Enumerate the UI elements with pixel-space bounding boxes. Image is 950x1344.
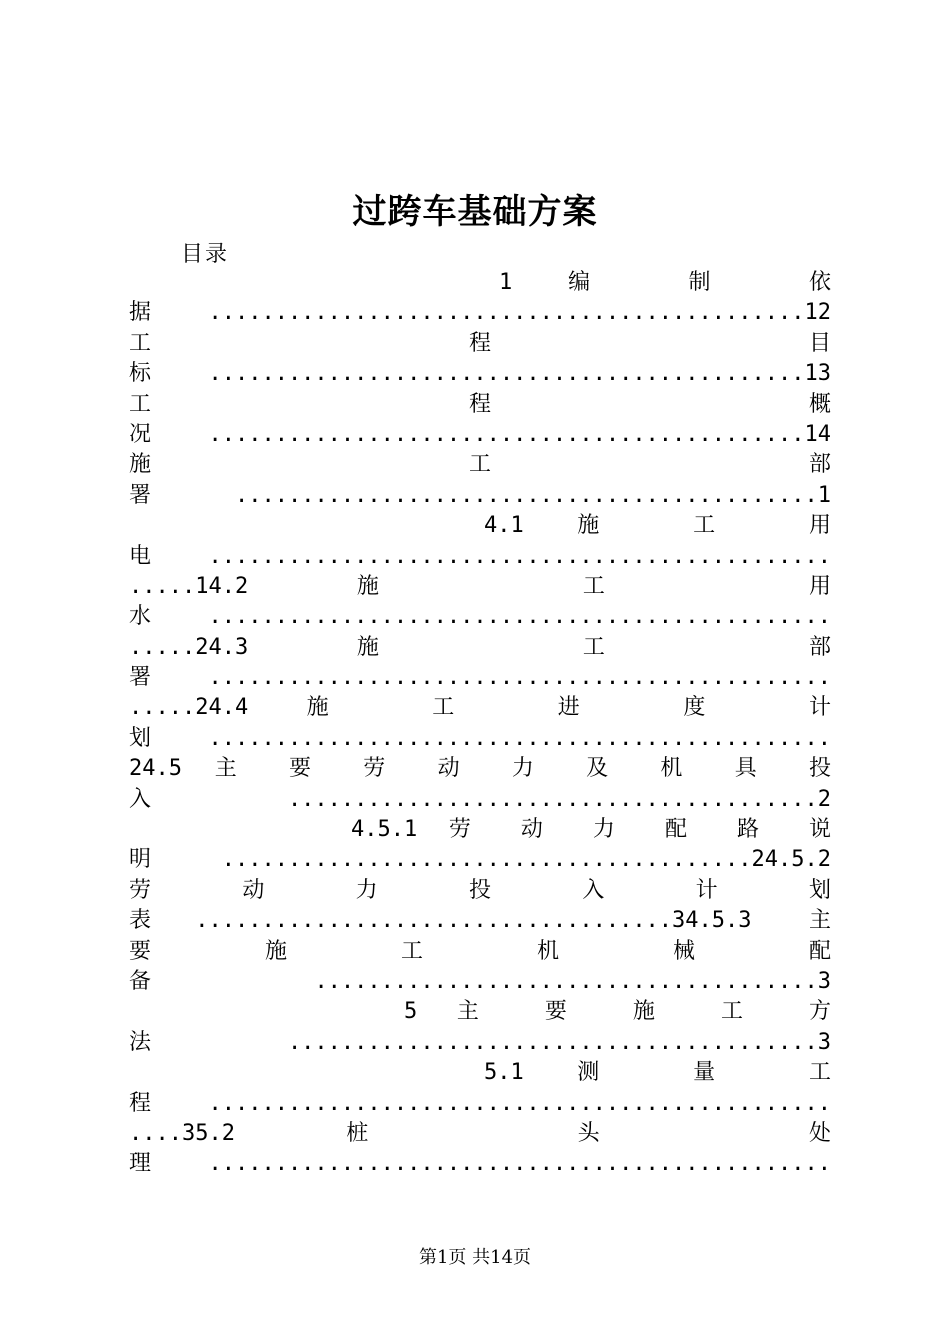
- toc-line: [129, 572, 831, 602]
- toc-line-text: 标.............................................13: [129, 361, 831, 387]
- toc-line: [129, 1028, 831, 1058]
- toc-line-text: 况.............................................14: [129, 421, 831, 447]
- toc-line: [129, 542, 831, 572]
- toc-line-text: 5 主 要 施 工 方: [404, 999, 831, 1025]
- toc-line-text: 1 编 制 依: [499, 270, 831, 295]
- toc-line-text: 程...............................................: [129, 1090, 831, 1116]
- toc-line-text: 工 程 目: [129, 330, 831, 356]
- toc-line: [129, 937, 831, 967]
- toc-line: [129, 602, 831, 632]
- toc-line-text: .....24.3 施 工 部: [129, 634, 831, 660]
- toc-line-text: 备......................................3: [129, 968, 831, 994]
- toc-line-text: 施 工 部: [129, 452, 831, 478]
- toc-line: [129, 785, 831, 815]
- toc-line-text: 表....................................34.5.3 主: [129, 908, 831, 934]
- toc-line: [129, 390, 831, 420]
- toc-line: [129, 1089, 831, 1119]
- toc-line: [129, 663, 831, 693]
- toc-line-text: 电...............................................: [129, 543, 831, 569]
- toc-line-text: 水...............................................: [129, 604, 831, 630]
- toc-line: [129, 967, 831, 997]
- toc-line-text: ....35.2 桩 头 处: [129, 1120, 831, 1146]
- toc-line-text: 要 施 工 机 械 配: [129, 938, 831, 964]
- toc-line-text: 4.1 施 工 用: [484, 513, 831, 539]
- toc-line: [129, 481, 831, 511]
- toc-line-text: .....14.2 施 工 用: [129, 573, 831, 599]
- toc-line: [129, 268, 831, 298]
- toc-line-text: 24.5 主 要 劳 动 力 及 机 具 投: [129, 756, 831, 782]
- toc-line-text: 理...............................................: [129, 1151, 831, 1177]
- toc-line-text: 署...............................................: [129, 665, 831, 691]
- toc-line-text: 5.1 测 量 工: [484, 1060, 831, 1086]
- toc-line: [129, 633, 831, 663]
- table-of-contents: [129, 268, 831, 1180]
- toc-line-text: 4.5.1 劳 动 力 配 路 说: [351, 817, 831, 843]
- toc-line-text: 法........................................3: [129, 1029, 831, 1055]
- toc-line: [129, 298, 831, 328]
- toc-line-text: 明 ........................................24.5.2: [129, 847, 831, 873]
- page-footer: 第1页 共14页: [418, 1247, 532, 1268]
- toc-heading: 目录: [181, 242, 230, 267]
- toc-line-text: .....24.4 施 工 进 度 计: [129, 695, 831, 721]
- toc-line-text: 工 程 概: [129, 391, 831, 417]
- toc-line-text: 划...............................................: [129, 725, 831, 751]
- toc-line: [129, 329, 831, 359]
- toc-line: [129, 693, 831, 723]
- document-title: 过跨车基础方案: [352, 192, 598, 232]
- toc-line: [129, 359, 831, 389]
- toc-line: [129, 724, 831, 754]
- toc-line: [129, 845, 831, 875]
- toc-line: [129, 1058, 831, 1088]
- toc-line: [129, 1149, 831, 1179]
- toc-line: [129, 754, 831, 784]
- toc-line: [129, 511, 831, 541]
- toc-line: [129, 997, 831, 1027]
- toc-line-text: 署............................................1: [129, 482, 831, 508]
- toc-line: [129, 1119, 831, 1149]
- toc-line: [129, 420, 831, 450]
- toc-line-text: 据.............................................12: [129, 300, 831, 326]
- toc-line-text: 入........................................2: [129, 786, 831, 812]
- toc-line: [129, 815, 831, 845]
- toc-line: [129, 906, 831, 936]
- toc-line: [129, 450, 831, 480]
- toc-line: [129, 876, 831, 906]
- toc-line-text: 劳 动 力 投 入 计 划: [129, 877, 831, 903]
